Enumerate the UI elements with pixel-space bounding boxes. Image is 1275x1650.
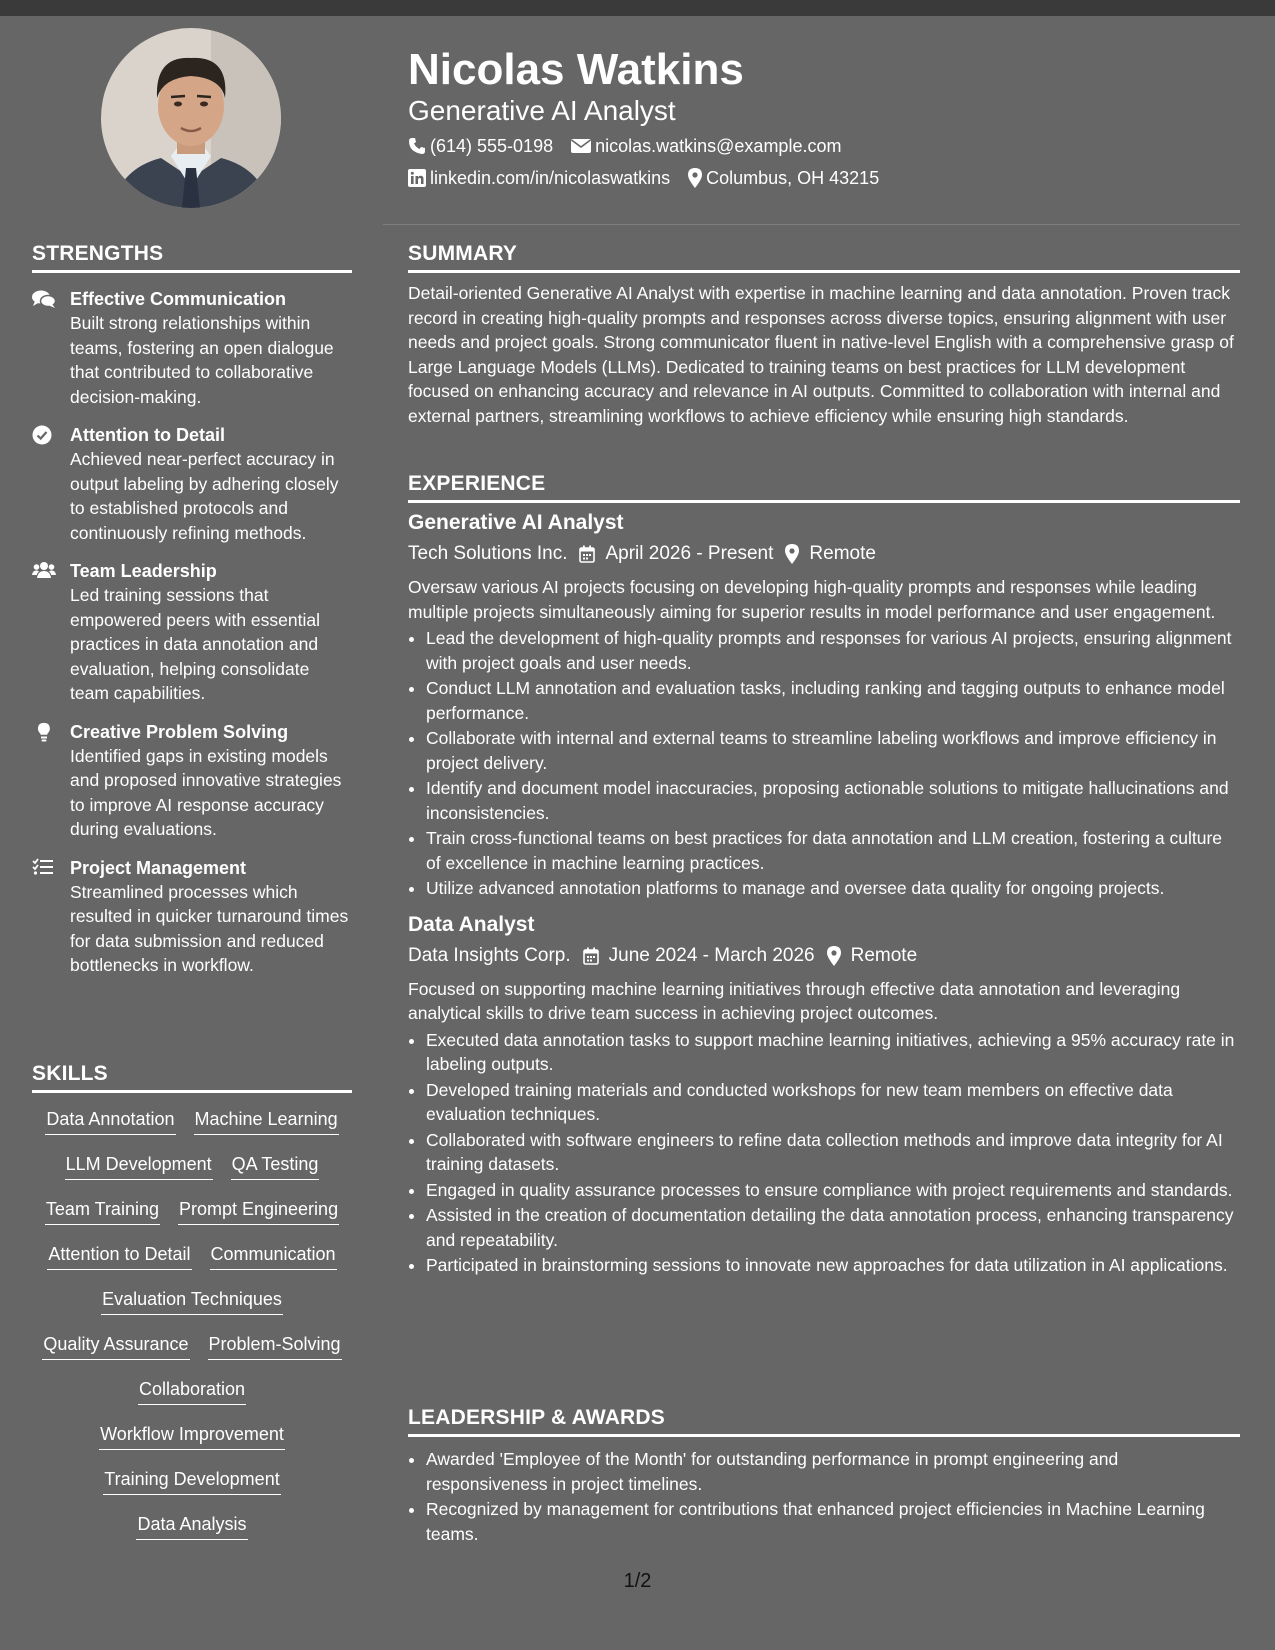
list-item: • Engaged in quality assurance processes to ensure compliance with project requirements and standards. (426, 1178, 1240, 1203)
comments-icon (32, 287, 70, 409)
tasks-icon (32, 856, 70, 978)
job-bullets (408, 1028, 1240, 1278)
job-entry (408, 509, 1240, 901)
strength-item (32, 856, 352, 978)
linkedin-icon (408, 169, 426, 187)
skills-section (32, 1062, 352, 1557)
users-icon (32, 559, 70, 706)
job-meta (408, 943, 1240, 969)
skill-tag: Problem-Solving (208, 1332, 342, 1360)
page-number: 1/2 (623, 1570, 652, 1592)
skill-tag: Communication (210, 1242, 337, 1270)
job-meta (408, 541, 1240, 567)
summary-text: Detail-oriented Generative AI Analyst with expertise in machine learning and data annotation. Proven track record in creating high-quality prompts and responses across diverse topics, ensuring alignment with user needs and project goals. Strong communicator fluent in native-level English with a comprehensive grasp of Large Language Models (LLMs). Dedicated to training teams on best practices for LLM development focused on enhancing accuracy and relevance in AI outputs. Committed to collaboration with internal and external partners, streamlining workflows to achieve efficiency while ensuring high standards. (408, 283, 1234, 426)
linkedin-link[interactable]: linkedin.com/in/nicolaswatkins (430, 168, 671, 188)
awards-list (408, 1447, 1240, 1546)
job-entry (408, 911, 1240, 1278)
skill-tag: QA Testing (231, 1152, 320, 1180)
list-item: • Conduct LLM annotation and evaluation tasks, including ranking and tagging outputs to enhance model performance. (426, 676, 1240, 725)
strength-desc: Identified gaps in existing models and proposed innovative strategies to improve AI response accuracy during evaluations. (70, 745, 342, 839)
summary-section (408, 242, 1240, 428)
summary-heading: SUMMARY (408, 242, 1240, 273)
strength-title: Effective Communication (70, 289, 287, 309)
skill-tag: Prompt Engineering (178, 1197, 339, 1225)
strength-title: Attention to Detail (70, 425, 225, 445)
list-item: • Train cross-functional teams on best practices for data annotation and LLM creation, fostering a culture of excellence in machine learning practices. (426, 826, 1240, 875)
skill-tag: Attention to Detail (47, 1242, 191, 1270)
strength-desc: Achieved near-perfect accuracy in output labeling by adhering closely to established protocols and continuously refining methods. (70, 449, 339, 543)
list-item: • Collaborate with internal and external teams to streamline labeling workflows and improve efficiency in project delivery. (426, 726, 1240, 775)
check-circle-icon (32, 423, 70, 545)
list-item: • Collaborated with software engineers to refine data collection methods and improve data integrity for AI training datasets. (426, 1128, 1240, 1177)
skills-heading: SKILLS (32, 1062, 352, 1093)
skill-tag: Quality Assurance (42, 1332, 189, 1360)
top-bar (0, 0, 1275, 16)
list-item: • Identify and document model inaccuracies, proposing actionable solutions to mitigate hallucinations and inconsistencies. (426, 776, 1240, 825)
list-item: • Developed training materials and conducted workshops for new team members on effective data evaluation techniques. (426, 1078, 1240, 1127)
strengths-section (32, 242, 352, 978)
lightbulb-icon (32, 720, 70, 842)
skill-tag: Workflow Improvement (99, 1422, 285, 1450)
skill-tag: Team Training (45, 1197, 160, 1225)
calendar-icon (583, 947, 599, 965)
job-description: Oversaw various AI projects focusing on developing high-quality prompts and responses while leading multiple projects simultaneously aiming for superior results in model performance and user engagement. (408, 577, 1216, 622)
strength-item (32, 720, 352, 842)
skill-tag: Machine Learning (194, 1107, 339, 1135)
job-dates: June 2024 - March 2026 (608, 944, 815, 966)
list-item: • Lead the development of high-quality prompts and responses for various AI projects, ensuring alignment with project goals and user needs. (426, 626, 1240, 675)
location-text: Columbus, OH 43215 (706, 168, 880, 188)
candidate-name: Nicolas Watkins (408, 45, 744, 94)
strength-item (32, 287, 352, 409)
list-item: • Executed data annotation tasks to support machine learning initiatives, achieving a 95% accuracy rate in labeling outputs. (426, 1028, 1240, 1077)
experience-heading: EXPERIENCE (408, 472, 1240, 503)
awards-heading: LEADERSHIP & AWARDS (408, 1406, 1240, 1437)
strength-title: Team Leadership (70, 561, 217, 581)
calendar-icon (579, 545, 595, 563)
skill-tag: Evaluation Techniques (101, 1287, 283, 1315)
job-company: Tech Solutions Inc. (408, 543, 568, 564)
map-marker-icon (827, 946, 841, 966)
phone-icon (408, 137, 426, 155)
job-title: Generative AI Analyst (408, 511, 624, 534)
strength-title: Creative Problem Solving (70, 721, 289, 742)
job-location: Remote (809, 543, 876, 564)
contact-line-1 (408, 134, 859, 158)
job-company: Data Insights Corp. (408, 944, 571, 966)
list-item: • Participated in brainstorming sessions to innovate new approaches for data utilization in AI applications. (426, 1253, 1240, 1278)
strength-item (32, 559, 352, 706)
experience-section (408, 472, 1240, 1279)
strength-desc: Built strong relationships within teams, fostering an open dialogue that contributed to collaborative decision-making. (70, 313, 334, 407)
job-description: Focused on supporting machine learning initiatives through effective data annotation and leveraging analytical skills to drive team success in achieving project outcomes. (408, 978, 1181, 1023)
skill-tag: Data Analysis (136, 1512, 247, 1540)
job-bullets (408, 626, 1240, 901)
strength-desc: Streamlined processes which resulted in quicker turnaround times for data submission and reduced bottlenecks in workflow. (70, 881, 349, 975)
strength-title: Project Management (70, 857, 247, 878)
skill-tag: Data Annotation (45, 1107, 175, 1135)
header-divider (383, 224, 1240, 225)
envelope-icon (571, 138, 591, 154)
skill-tag: Training Development (103, 1467, 280, 1495)
list-item: • Recognized by management for contributions that enhanced project efficiencies in Machine Learning teams. (426, 1497, 1240, 1546)
profile-photo (101, 28, 281, 208)
job-title: Data Analyst (408, 912, 535, 936)
phone-text[interactable]: (614) 555-0198 (430, 136, 554, 156)
list-item: • Awarded 'Employee of the Month' for outstanding performance in prompt engineering and responsiveness in project timelines. (426, 1447, 1240, 1496)
map-marker-icon (688, 168, 702, 188)
list-item: • Utilize advanced annotation platforms to manage and oversee data quality for ongoing projects. (426, 876, 1240, 901)
skill-tag: LLM Development (65, 1152, 213, 1180)
list-item: • Assisted in the creation of documentation detailing the data annotation process, enhancing transparency and repeatability. (426, 1203, 1240, 1252)
skill-tag: Collaboration (138, 1377, 246, 1405)
job-location: Remote (850, 944, 918, 966)
strength-desc: Led training sessions that empowered peers with essential practices in data annotation and evaluation, helping consolidate team capabilities. (70, 585, 320, 703)
candidate-role: Generative AI Analyst (408, 95, 676, 126)
strength-item (32, 423, 352, 545)
strengths-heading: STRENGTHS (32, 242, 352, 273)
awards-section (408, 1406, 1240, 1547)
map-marker-icon (785, 544, 799, 564)
contact-line-2 (408, 166, 897, 190)
email-link[interactable]: nicolas.watkins@example.com (595, 136, 842, 156)
job-dates: April 2026 - Present (605, 543, 774, 564)
